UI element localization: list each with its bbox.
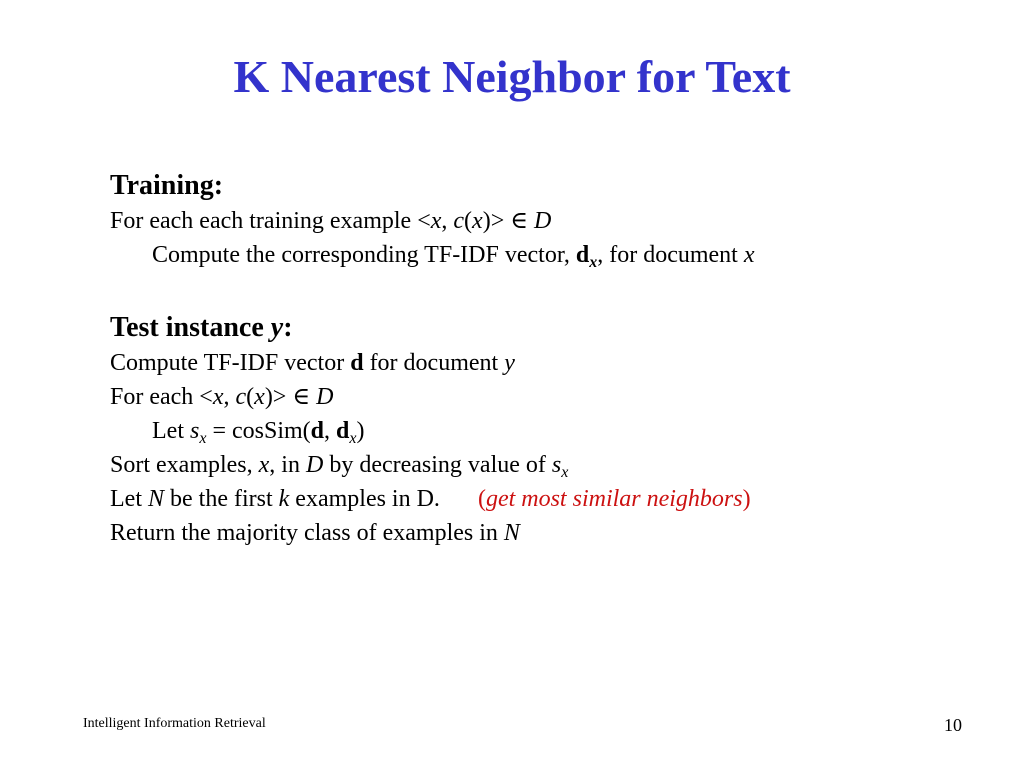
test-line-5 bbox=[110, 482, 990, 516]
text-segment: Compute the corresponding TF-IDF vector, bbox=[152, 242, 576, 268]
test-heading bbox=[110, 310, 990, 346]
var-s: s bbox=[551, 452, 562, 478]
spacer bbox=[110, 272, 990, 310]
text-segment: , for document bbox=[597, 242, 744, 268]
subscript-x: x bbox=[349, 430, 357, 447]
text-segment: be the first bbox=[164, 486, 279, 512]
var-D: D bbox=[534, 208, 552, 234]
var-D: D bbox=[305, 452, 324, 478]
slide-body bbox=[110, 168, 990, 550]
note-text: get most similar neighbors bbox=[485, 486, 743, 512]
var-x: x bbox=[743, 242, 755, 268]
var-c: c bbox=[453, 208, 465, 234]
subscript-x: x bbox=[199, 430, 207, 447]
text-segment: Sort examples, bbox=[110, 452, 259, 478]
text-segment: , bbox=[223, 384, 236, 410]
training-line-2 bbox=[110, 238, 990, 272]
test-line-2 bbox=[110, 380, 990, 414]
text-segment: Compute TF-IDF vector bbox=[110, 350, 351, 376]
var-s: s bbox=[189, 418, 200, 444]
var-D: D bbox=[316, 384, 334, 410]
text-segment: Return the majority class of examples in bbox=[110, 520, 504, 546]
subscript-x: x bbox=[561, 464, 569, 481]
text-segment: Let bbox=[110, 486, 148, 512]
var-x: x bbox=[430, 208, 442, 234]
vector-d: d bbox=[336, 418, 350, 444]
text-segment: For each each training example < bbox=[110, 208, 431, 234]
vector-d: d bbox=[350, 350, 364, 376]
text-segment: for document bbox=[363, 350, 505, 376]
text-segment: )> ∈ bbox=[482, 208, 534, 234]
var-x: x bbox=[258, 452, 270, 478]
text-segment: = cosSim( bbox=[206, 418, 311, 444]
footer-course-title: Intelligent Information Retrieval bbox=[83, 716, 266, 731]
text-segment: ( bbox=[246, 384, 255, 410]
test-line-1 bbox=[110, 346, 990, 380]
text-segment: , bbox=[324, 418, 336, 444]
text-segment: For each < bbox=[110, 384, 213, 410]
var-N: N bbox=[147, 486, 164, 512]
var-y: y bbox=[270, 312, 284, 343]
text-segment: ) bbox=[742, 486, 751, 512]
text-segment: ( bbox=[464, 208, 473, 234]
var-x: x bbox=[212, 384, 224, 410]
test-line-6 bbox=[110, 516, 990, 550]
text-segment: Test instance bbox=[110, 312, 271, 343]
vector-d: d bbox=[310, 418, 324, 444]
test-line-4 bbox=[110, 448, 990, 482]
annotation-note bbox=[478, 486, 751, 512]
page-number: 10 bbox=[944, 715, 962, 735]
text-segment: )> ∈ bbox=[264, 384, 317, 410]
text-segment: ) bbox=[356, 418, 365, 444]
var-y: y bbox=[504, 350, 515, 376]
text-segment: Let bbox=[152, 418, 190, 444]
var-x: x bbox=[254, 384, 265, 410]
test-line-3 bbox=[110, 414, 990, 448]
subscript-x: x bbox=[589, 254, 598, 271]
text-segment: examples in D. bbox=[289, 486, 440, 512]
var-x: x bbox=[472, 208, 483, 234]
training-line-1 bbox=[110, 204, 990, 238]
var-N: N bbox=[503, 520, 520, 546]
text-segment: , bbox=[441, 208, 454, 234]
text-segment: ( bbox=[477, 486, 486, 512]
vector-d: d bbox=[575, 242, 590, 268]
slide-title: K Nearest Neighbor for Text bbox=[233, 51, 791, 102]
var-k: k bbox=[278, 486, 290, 512]
training-heading: Training: bbox=[110, 170, 224, 201]
text-segment: : bbox=[283, 312, 293, 343]
var-c: c bbox=[235, 384, 247, 410]
text-segment: , in bbox=[269, 452, 306, 478]
text-segment: by decreasing value of bbox=[323, 452, 552, 478]
